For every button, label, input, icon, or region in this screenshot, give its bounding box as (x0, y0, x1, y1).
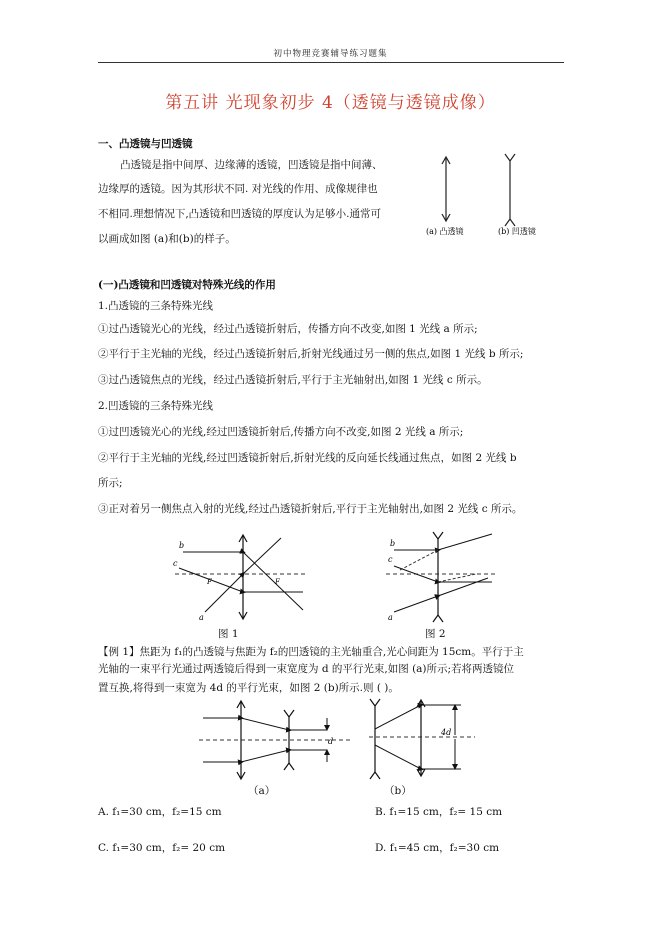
ray-c-extension (438, 574, 476, 582)
option-b: B. f₁=15 cm，f₂= 15 cm (375, 806, 503, 818)
example-figure-b (365, 695, 480, 785)
concave-ray-2: ②平行于主光轴的光线,经过凹透镜折射后,折射光线的反向延长线通过焦点，如图 2 光线 b (98, 452, 517, 464)
convex-lens-symbol (442, 157, 450, 221)
lens-symbols-figure (420, 150, 560, 250)
ray-a (394, 578, 488, 612)
label-b: b (390, 539, 396, 548)
figure-2-caption: 图 2 (425, 628, 446, 640)
convex-lens-caption: (a) 凸透镜 (426, 227, 464, 236)
intro-line-3: 不相同.理想情况下,凸透镜和凹透镜的厚度认为足够小.通常可 (98, 208, 382, 220)
lecture-title: 第五讲 光现象初步 4（透镜与透镜成像） (165, 93, 496, 113)
lower-ray (203, 750, 327, 762)
ray-b-extension (400, 550, 438, 570)
upper-ray (375, 705, 461, 729)
example-figure-a-caption: （a） (248, 785, 276, 797)
option-d: D. f₁=45 cm，f₂=30 cm (375, 842, 500, 854)
example-figure-a (195, 698, 355, 783)
concave-ray-2-cont: 所示; (98, 477, 123, 489)
concave-heading: 2.凹透镜的三条特殊光线 (98, 400, 214, 412)
convex-ray-3: ③过凸透镜焦点的光线，经过凸透镜折射后,平行于主光轴射出,如图 1 光线 c 所示。 (98, 374, 488, 386)
example-line-2: 光轴的一束平行光通过两透镜后得到一束宽度为 d 的平行光束,如图 (a)所示;若将两透镜位 (98, 663, 515, 675)
lower-ray (375, 745, 461, 769)
concave-ray-1: ①过凹透镜光心的光线,经过凹透镜折射后,传播方向不改变,如图 2 光线 a 所示; (98, 426, 464, 438)
label-a: a (388, 613, 393, 622)
concave-lens-caption: (b) 凹透镜 (498, 227, 536, 236)
label-b: b (179, 541, 185, 550)
ray-b (394, 534, 492, 550)
figure-2-concave-rays (380, 530, 500, 625)
section-heading-lenses: 一、凸透镜与凹透镜 (98, 138, 193, 150)
intro-line-1: 凸透镜是指中间厚、边缘薄的透镜，凹透镜是指中间薄、 (120, 159, 383, 171)
example-figure-b-caption: （b） (384, 785, 412, 797)
label-c: c (388, 555, 393, 564)
label-focus-left: F (207, 578, 212, 586)
upper-ray (203, 718, 327, 730)
page-header: 初中物理竞赛辅导练习题集 (273, 49, 388, 59)
convex-heading: 1.凸透镜的三条特殊光线 (98, 300, 214, 312)
header-rule (98, 62, 564, 63)
figure-1-convex-rays (165, 530, 315, 625)
example-line-1: 【例 1】焦距为 f₁的凸透镜与焦距为 f₂的凹透镜的主光轴重合,光心间距为 15cm。平行于主 (98, 646, 524, 658)
option-c: C. f₁=30 cm，f₂= 20 cm (98, 842, 226, 854)
intro-line-2: 边缘厚的透镜。因为其形状不同. 对光线的作用、成像规律也 (98, 183, 378, 195)
intro-line-4: 以画成如图 (a)和(b)的样子。 (98, 233, 236, 245)
label-focus-right: F (275, 578, 280, 586)
concave-ray-3: ③正对着另一侧焦点入射的光线,经过凸透镜折射后,平行于主光轴射出,如图 2 光线 c 所示。 (98, 503, 523, 515)
option-a: A. f₁=30 cm，f₂=15 cm (98, 806, 222, 818)
figure-1-caption: 图 1 (218, 628, 239, 640)
concave-lens (433, 532, 443, 622)
concave-lens-symbol (505, 154, 515, 226)
label-d: d (328, 737, 334, 746)
concave-lens (370, 699, 380, 779)
example-line-3: 置互换,将得到一束宽为 4d 的平行光束，如图 2 (b)所示.则 ( )。 (98, 682, 399, 694)
convex-ray-1: ①过凸透镜光心的光线，经过凸透镜折射后，传播方向不改变,如图 1 光线 a 所示; (98, 323, 478, 335)
label-c: c (173, 559, 178, 568)
label-4d: 4d (441, 728, 452, 737)
section-heading-special-rays: (一)凸透镜和凹透镜对特殊光线的作用 (98, 279, 276, 291)
convex-ray-2: ②平行于主光轴的光线，经过凸透镜折射后,折射光线通过另一侧的焦点,如图 1 光线 b 所示; (98, 348, 524, 360)
convex-lens (417, 700, 425, 776)
label-a: a (199, 613, 204, 622)
ray-c (179, 568, 303, 592)
